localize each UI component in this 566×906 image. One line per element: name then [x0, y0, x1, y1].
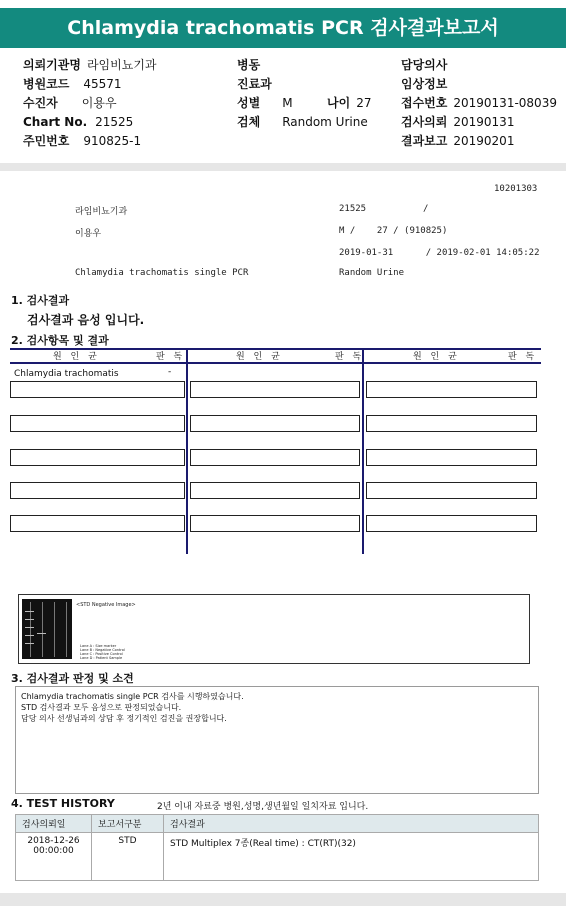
grid-cell [366, 515, 537, 532]
section-3-title: 3. 검사결과 판정 및 소견 [11, 672, 134, 685]
slip-sex-age: M / 27 / (910825) [339, 226, 448, 236]
gel-image [22, 599, 72, 659]
history-header-result: 검사결과 [164, 815, 539, 833]
header-row-report-date: 결과보고 20190201 [401, 134, 515, 148]
header-row-clinical-info: 임상정보 [401, 77, 448, 91]
grid-divider [186, 348, 188, 554]
report-title: Chlamydia trachomatis PCR 검사결과보고서 [0, 8, 566, 48]
opinion-box [15, 686, 539, 794]
header-row-specimen: 검체 Random Urine [237, 115, 368, 129]
header-row-clinic: 의뢰기관명 라임비뇨기과 [23, 58, 157, 72]
section-2-title: 2. 검사항목 및 결과 [11, 334, 109, 347]
opinion-line: Chlamydia trachomatis single PCR 검사를 시행하였습니다. [21, 692, 244, 701]
slip-clinic: 라임비뇨기과 [75, 207, 128, 217]
gel-image-caption: <STD Negative Image> [76, 602, 136, 608]
section-4-title: 4. TEST HISTORY [11, 797, 115, 810]
header-row-doctor: 담당의사 [401, 58, 448, 72]
table-row [16, 833, 539, 881]
grid-cell [190, 482, 360, 499]
grid-header-organism: 원 인 균 [53, 352, 100, 362]
grid-header-reading: 판 독 [156, 352, 186, 362]
header-row-hospital-code: 병원코드 45571 [23, 77, 122, 91]
section-1-title: 1. 검사결과 [11, 294, 70, 307]
history-header-type: 보고서구분 [92, 815, 164, 833]
history-result-cell: STD Multiplex 7종(Real time) : CT(RT)(32) [164, 833, 539, 881]
grid-item-name: Chlamydia trachomatis [14, 369, 119, 379]
slip-dates: 2019-01-31 / 2019-02-01 14:05:22 [339, 248, 540, 258]
header-row-resident-no: 주민번호 910825-1 [23, 134, 142, 148]
grid-header-organism: 원 인 균 [413, 352, 460, 362]
header-col-3 [401, 56, 557, 151]
history-note: 2년 이내 자료중 병원,성명,생년월일 일치자료 입니다. [157, 802, 369, 812]
header-col-1 [23, 56, 157, 151]
history-date-cell: 2018-12-26 00:00:00 [16, 833, 92, 881]
grid-cell [10, 415, 185, 432]
page-footer-band [0, 893, 566, 906]
grid-header-rule [10, 362, 541, 364]
grid-cell [190, 381, 360, 398]
header-row-request-date: 검사의뢰 20190131 [401, 115, 515, 129]
grid-header-organism: 원 인 균 [236, 352, 283, 362]
header-row-chart-no: Chart No. 21525 [23, 115, 134, 129]
opinion-line: STD 검사결과 모두 음성으로 판정되었습니다. [21, 703, 182, 712]
slip-slash: / [423, 204, 429, 214]
grid-header-reading: 판 독 [335, 352, 365, 362]
history-header-row [16, 815, 539, 833]
header-row-sex: 성별 M [237, 96, 293, 110]
grid-cell [366, 482, 537, 499]
grid-cell [190, 415, 360, 432]
section-divider [0, 163, 566, 171]
slip-number: 10201303 [494, 184, 538, 194]
history-table [15, 814, 539, 881]
grid-cell [10, 482, 185, 499]
header-row-receipt-no: 접수번호 20190131-08039 [401, 96, 557, 110]
header-row-patient: 수진자 이용우 [23, 96, 117, 110]
slip-patient: 이용우 [75, 229, 102, 239]
header-row-age: 나이 27 [327, 96, 372, 110]
grid-cell [10, 515, 185, 532]
header-row-ward: 병동 [237, 58, 261, 72]
gel-image-legend: Lane A : Size marker Lane B : Negative Control Lane C : Positive Control Lane D : Patient Sample [80, 644, 125, 660]
grid-cell [190, 449, 360, 466]
history-header-date: 검사의뢰일 [16, 815, 92, 833]
slip-chart: 21525 [339, 204, 367, 214]
history-type-cell: STD [92, 833, 164, 881]
grid-divider [362, 348, 364, 554]
grid-cell [366, 381, 537, 398]
grid-cell [10, 449, 185, 466]
header-row-department: 진료과 [237, 77, 272, 91]
slip-specimen: Random Urine [339, 268, 405, 278]
grid-header-reading: 판 독 [508, 352, 538, 362]
grid-item-value: - [168, 367, 172, 377]
grid-cell [366, 449, 537, 466]
slip-test: Chlamydia trachomatis single PCR [75, 268, 249, 278]
result-summary: 검사결과 음성 입니다. [27, 313, 145, 327]
grid-cell [366, 415, 537, 432]
opinion-line: 담당 의사 선생님과의 상담 후 정기적인 검진을 권장합니다. [21, 714, 227, 723]
grid-cell [10, 381, 185, 398]
grid-cell [190, 515, 360, 532]
